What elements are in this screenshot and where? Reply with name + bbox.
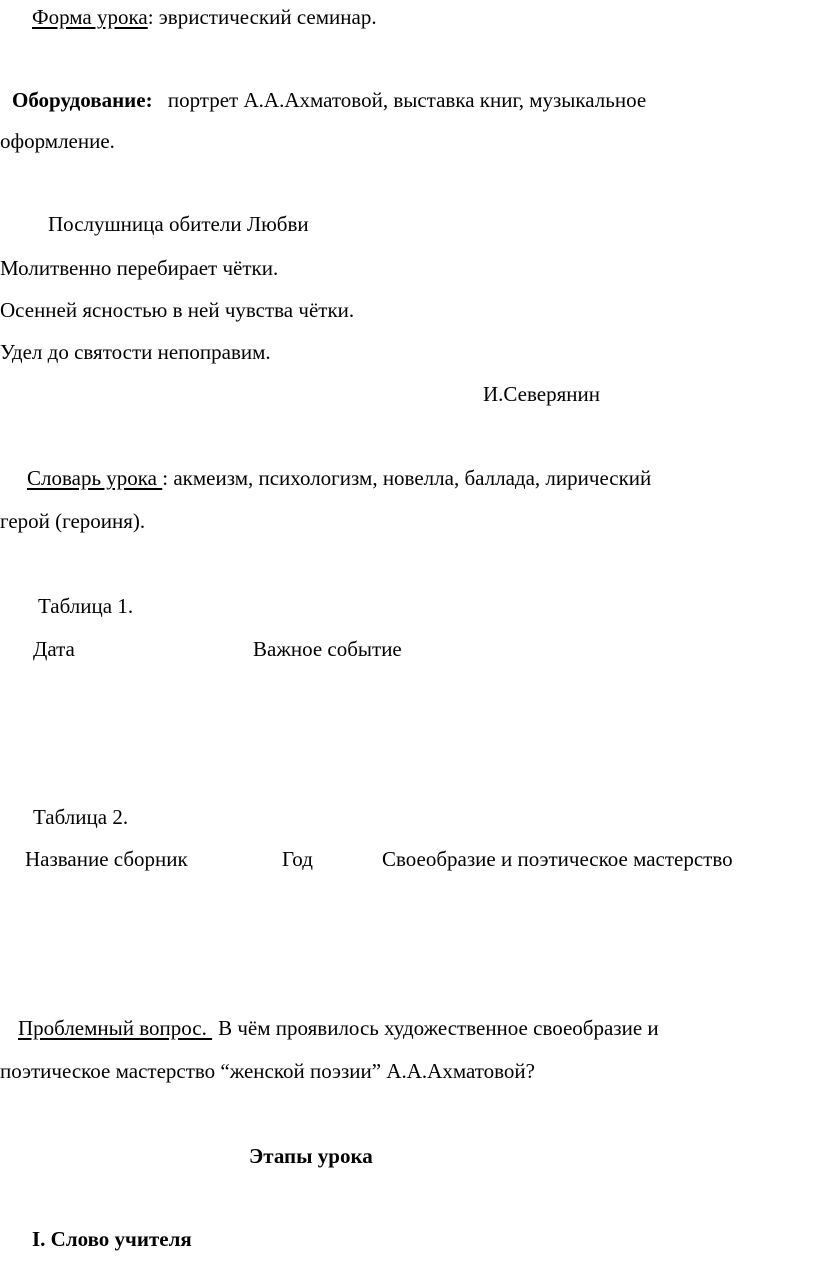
- lesson-form-line: [32, 7, 377, 28]
- equipment-line: [12, 90, 646, 111]
- lesson-form-value: : эвристический семинар.: [147, 5, 377, 29]
- equipment-value: портрет А.А.Ахматовой, выставка книг, музыкальное: [167, 88, 647, 112]
- table2-caption: Таблица 2.: [33, 805, 129, 829]
- epigraph-line-4: Удел до святости непоправим.: [0, 340, 271, 364]
- lesson-form-label: Форма урока: [32, 5, 148, 29]
- problem-question-label: Проблемный вопрос.: [18, 1016, 213, 1040]
- vocabulary-value-continued: герой (героиня).: [0, 509, 146, 533]
- problem-question-line: [18, 1018, 659, 1039]
- equipment-label: Оборудование:: [12, 88, 153, 112]
- table2-header-year: Год: [282, 847, 313, 871]
- vocabulary-label: Словарь урока: [27, 466, 163, 490]
- table1-caption: Таблица 1.: [38, 594, 134, 618]
- stages-heading: Этапы урока: [249, 1144, 373, 1168]
- problem-question-value: В чём проявилось художественное своеобразие и: [218, 1016, 659, 1040]
- epigraph-line-3: Осенней ясностью в ней чувства чётки.: [0, 298, 355, 322]
- problem-question-value-continued: поэтическое мастерство “женской поэзии” А.А.Ахматовой?: [0, 1059, 535, 1083]
- table1-header-event: Важное событие: [253, 637, 402, 661]
- epigraph-author: И.Северянин: [483, 382, 600, 406]
- vocabulary-value: : акмеизм, психологизм, новелла, баллада, лирический: [162, 466, 652, 490]
- epigraph-line-2: Молитвенно перебирает чётки.: [0, 256, 279, 280]
- table2-header-mastery: Своеобразие и поэтическое мастерство: [382, 847, 733, 871]
- equipment-value-continued: оформление.: [0, 129, 115, 153]
- stage-1-heading: I. Слово учителя: [32, 1227, 192, 1251]
- epigraph-line-1: Послушница обители Любви: [48, 212, 309, 236]
- vocabulary-line: [27, 468, 651, 489]
- table1-header-date: Дата: [33, 637, 75, 661]
- table2-header-collection: Название сборник: [25, 847, 188, 871]
